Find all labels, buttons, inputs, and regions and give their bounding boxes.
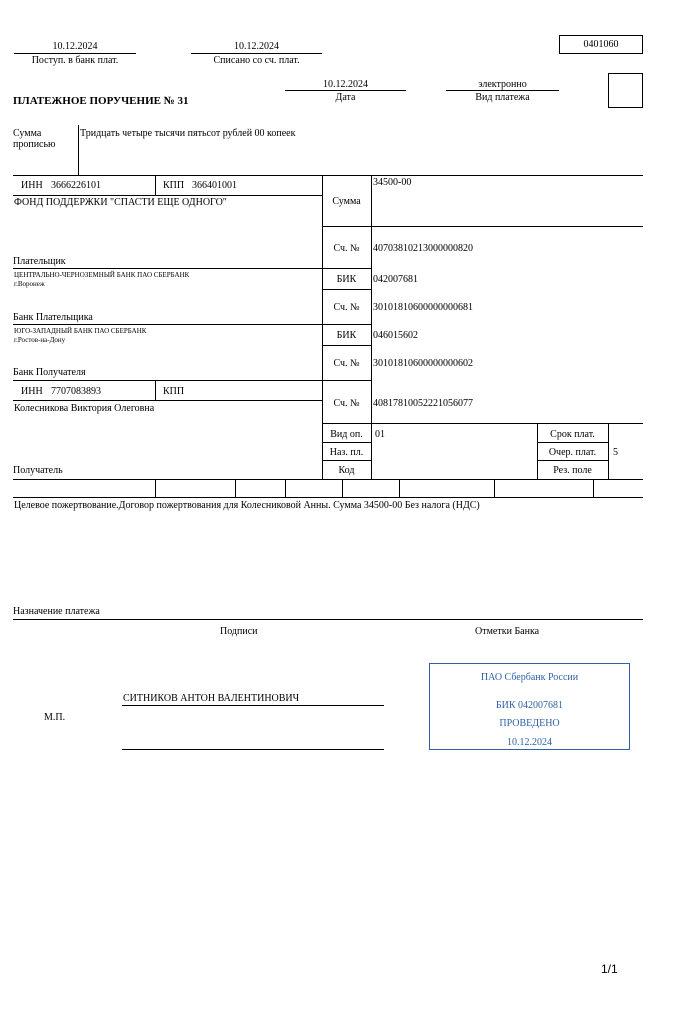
received-date: 10.12.2024 bbox=[52, 41, 98, 52]
divider bbox=[285, 90, 406, 91]
divider bbox=[608, 423, 609, 479]
payment-type-label: Вид платежа bbox=[475, 92, 530, 103]
payee-kpp-label: КПП bbox=[163, 386, 185, 397]
divider bbox=[537, 460, 608, 461]
stamp-place: М.П. bbox=[44, 712, 66, 723]
purpose-code-label: Наз. пл. bbox=[329, 447, 364, 458]
stamp-bik: БИК 042007681 bbox=[495, 700, 564, 711]
divider bbox=[13, 400, 322, 401]
payee-bank-bik-label: БИК bbox=[336, 330, 357, 341]
divider bbox=[155, 175, 156, 195]
op-type: 01 bbox=[375, 429, 385, 440]
bank-stamp bbox=[429, 663, 630, 750]
divider bbox=[13, 497, 643, 498]
payer-kpp: 366401001 bbox=[192, 180, 237, 191]
divider bbox=[593, 479, 594, 497]
debited-date: 10.12.2024 bbox=[234, 41, 279, 52]
payee-bank-label: Банк Получателя bbox=[13, 367, 86, 378]
signature-line bbox=[122, 705, 384, 706]
amount-value: 34500-00 bbox=[373, 177, 412, 188]
divider bbox=[13, 324, 371, 325]
payee-inn: 7707083893 bbox=[51, 386, 101, 397]
amount-words-label: Сумма bbox=[13, 128, 42, 139]
divider bbox=[371, 175, 372, 479]
divider bbox=[13, 268, 371, 269]
amount-words: Тридцать четыре тысячи пятьсот рублей 00 копеек bbox=[80, 128, 296, 139]
stamp-bank-name: ПАО Сбербанк России bbox=[480, 672, 579, 683]
divider bbox=[191, 53, 322, 54]
payer-inn: 3666226101 bbox=[51, 180, 101, 191]
divider bbox=[342, 479, 343, 497]
received-label: Поступ. в банк плат. bbox=[31, 55, 119, 66]
divider bbox=[14, 53, 136, 54]
payee-bank-account: 30101810600000000602 bbox=[373, 358, 473, 369]
divider bbox=[446, 90, 559, 91]
payee-label: Получатель bbox=[13, 465, 63, 476]
payer-bank-city: г.Воронеж bbox=[14, 280, 45, 288]
payee-bank-city: г.Ростов-на-Дону bbox=[14, 336, 66, 344]
signature-line bbox=[122, 749, 384, 750]
payee-name: Колесникова Виктория Олеговна bbox=[14, 403, 155, 414]
payer-bank-label: Банк Плательщика bbox=[13, 312, 93, 323]
payer-name: ФОНД ПОДДЕРЖКИ "СПАСТИ ЕЩЕ ОДНОГО" bbox=[14, 197, 227, 208]
payer-account-label: Сч. № bbox=[333, 243, 360, 254]
signer-name: СИТНИКОВ АНТОН ВАЛЕНТИНОВИЧ bbox=[123, 693, 300, 704]
payer-account: 40703810213000000820 bbox=[373, 243, 473, 254]
payee-inn-label: ИНН bbox=[21, 386, 43, 397]
divider bbox=[322, 345, 371, 346]
divider bbox=[78, 125, 79, 175]
divider bbox=[494, 479, 495, 497]
code-label: Код bbox=[338, 465, 355, 476]
order-date-label: Дата bbox=[335, 92, 356, 103]
purpose-label: Назначение платежа bbox=[13, 606, 100, 617]
payment-type: электронно bbox=[478, 79, 527, 90]
divider bbox=[155, 479, 156, 497]
page-title: ПЛАТЕЖНОЕ ПОРУЧЕНИЕ № 31 bbox=[13, 95, 189, 107]
divider bbox=[322, 442, 371, 443]
payee-account-label: Сч. № bbox=[333, 398, 360, 409]
form-code: 0401060 bbox=[583, 39, 619, 50]
payer-inn-label: ИНН bbox=[21, 180, 43, 191]
stamp-date: 10.12.2024 bbox=[507, 737, 552, 748]
stamp-status: ПРОВЕДЕНО bbox=[499, 718, 560, 729]
page-number: 1/1 bbox=[601, 962, 618, 976]
divider bbox=[13, 380, 371, 381]
divider bbox=[285, 479, 286, 497]
payee-bank-bik: 046015602 bbox=[373, 330, 418, 341]
queue-label: Очер. плат. bbox=[548, 447, 597, 458]
payer-bank-name: ЦЕНТРАЛЬНО-ЧЕРНОЗЕМНЫЙ БАНК ПАО СБЕРБАНК bbox=[14, 271, 190, 279]
payer-bank-account-label: Сч. № bbox=[333, 302, 360, 313]
payee-bank-account-label: Сч. № bbox=[333, 358, 360, 369]
divider bbox=[235, 479, 236, 497]
payer-label: Плательщик bbox=[13, 256, 66, 267]
divider bbox=[13, 619, 643, 620]
divider bbox=[13, 479, 643, 480]
amount-words-label: прописью bbox=[13, 139, 56, 150]
divider bbox=[322, 289, 371, 290]
divider bbox=[322, 226, 643, 227]
payee-account: 40817810052221056077 bbox=[373, 398, 473, 409]
divider bbox=[13, 175, 643, 176]
op-type-label: Вид оп. bbox=[330, 429, 363, 440]
payer-bank-bik: 042007681 bbox=[373, 274, 418, 285]
purpose-text: Целевое пожертвование.Договор пожертвования для Колесниковой Анны. Сумма 34500-00 Без налога (НДС) bbox=[14, 500, 480, 511]
payer-bank-bik-label: БИК bbox=[336, 274, 357, 285]
term-label: Срок плат. bbox=[550, 429, 595, 440]
amount-label: Сумма bbox=[332, 196, 361, 207]
divider bbox=[322, 460, 371, 461]
bank-marks-label: Отметки Банка bbox=[475, 626, 540, 637]
order-date: 10.12.2024 bbox=[323, 79, 368, 90]
divider bbox=[537, 442, 608, 443]
payee-bank-name: ЮГО-ЗАПАДНЫЙ БАНК ПАО СБЕРБАНК bbox=[14, 327, 147, 335]
payer-kpp-label: КПП bbox=[163, 180, 185, 191]
debited-label: Списано со сч. плат. bbox=[213, 55, 300, 66]
divider bbox=[322, 423, 643, 424]
divider bbox=[13, 195, 322, 196]
signatures-label: Подписи bbox=[220, 626, 258, 637]
empty-box bbox=[608, 73, 643, 108]
reserve-label: Рез. поле bbox=[553, 465, 592, 476]
divider bbox=[155, 380, 156, 400]
queue-value: 5 bbox=[613, 447, 618, 458]
payer-bank-account: 30101810600000000681 bbox=[373, 302, 473, 313]
divider bbox=[399, 479, 400, 497]
